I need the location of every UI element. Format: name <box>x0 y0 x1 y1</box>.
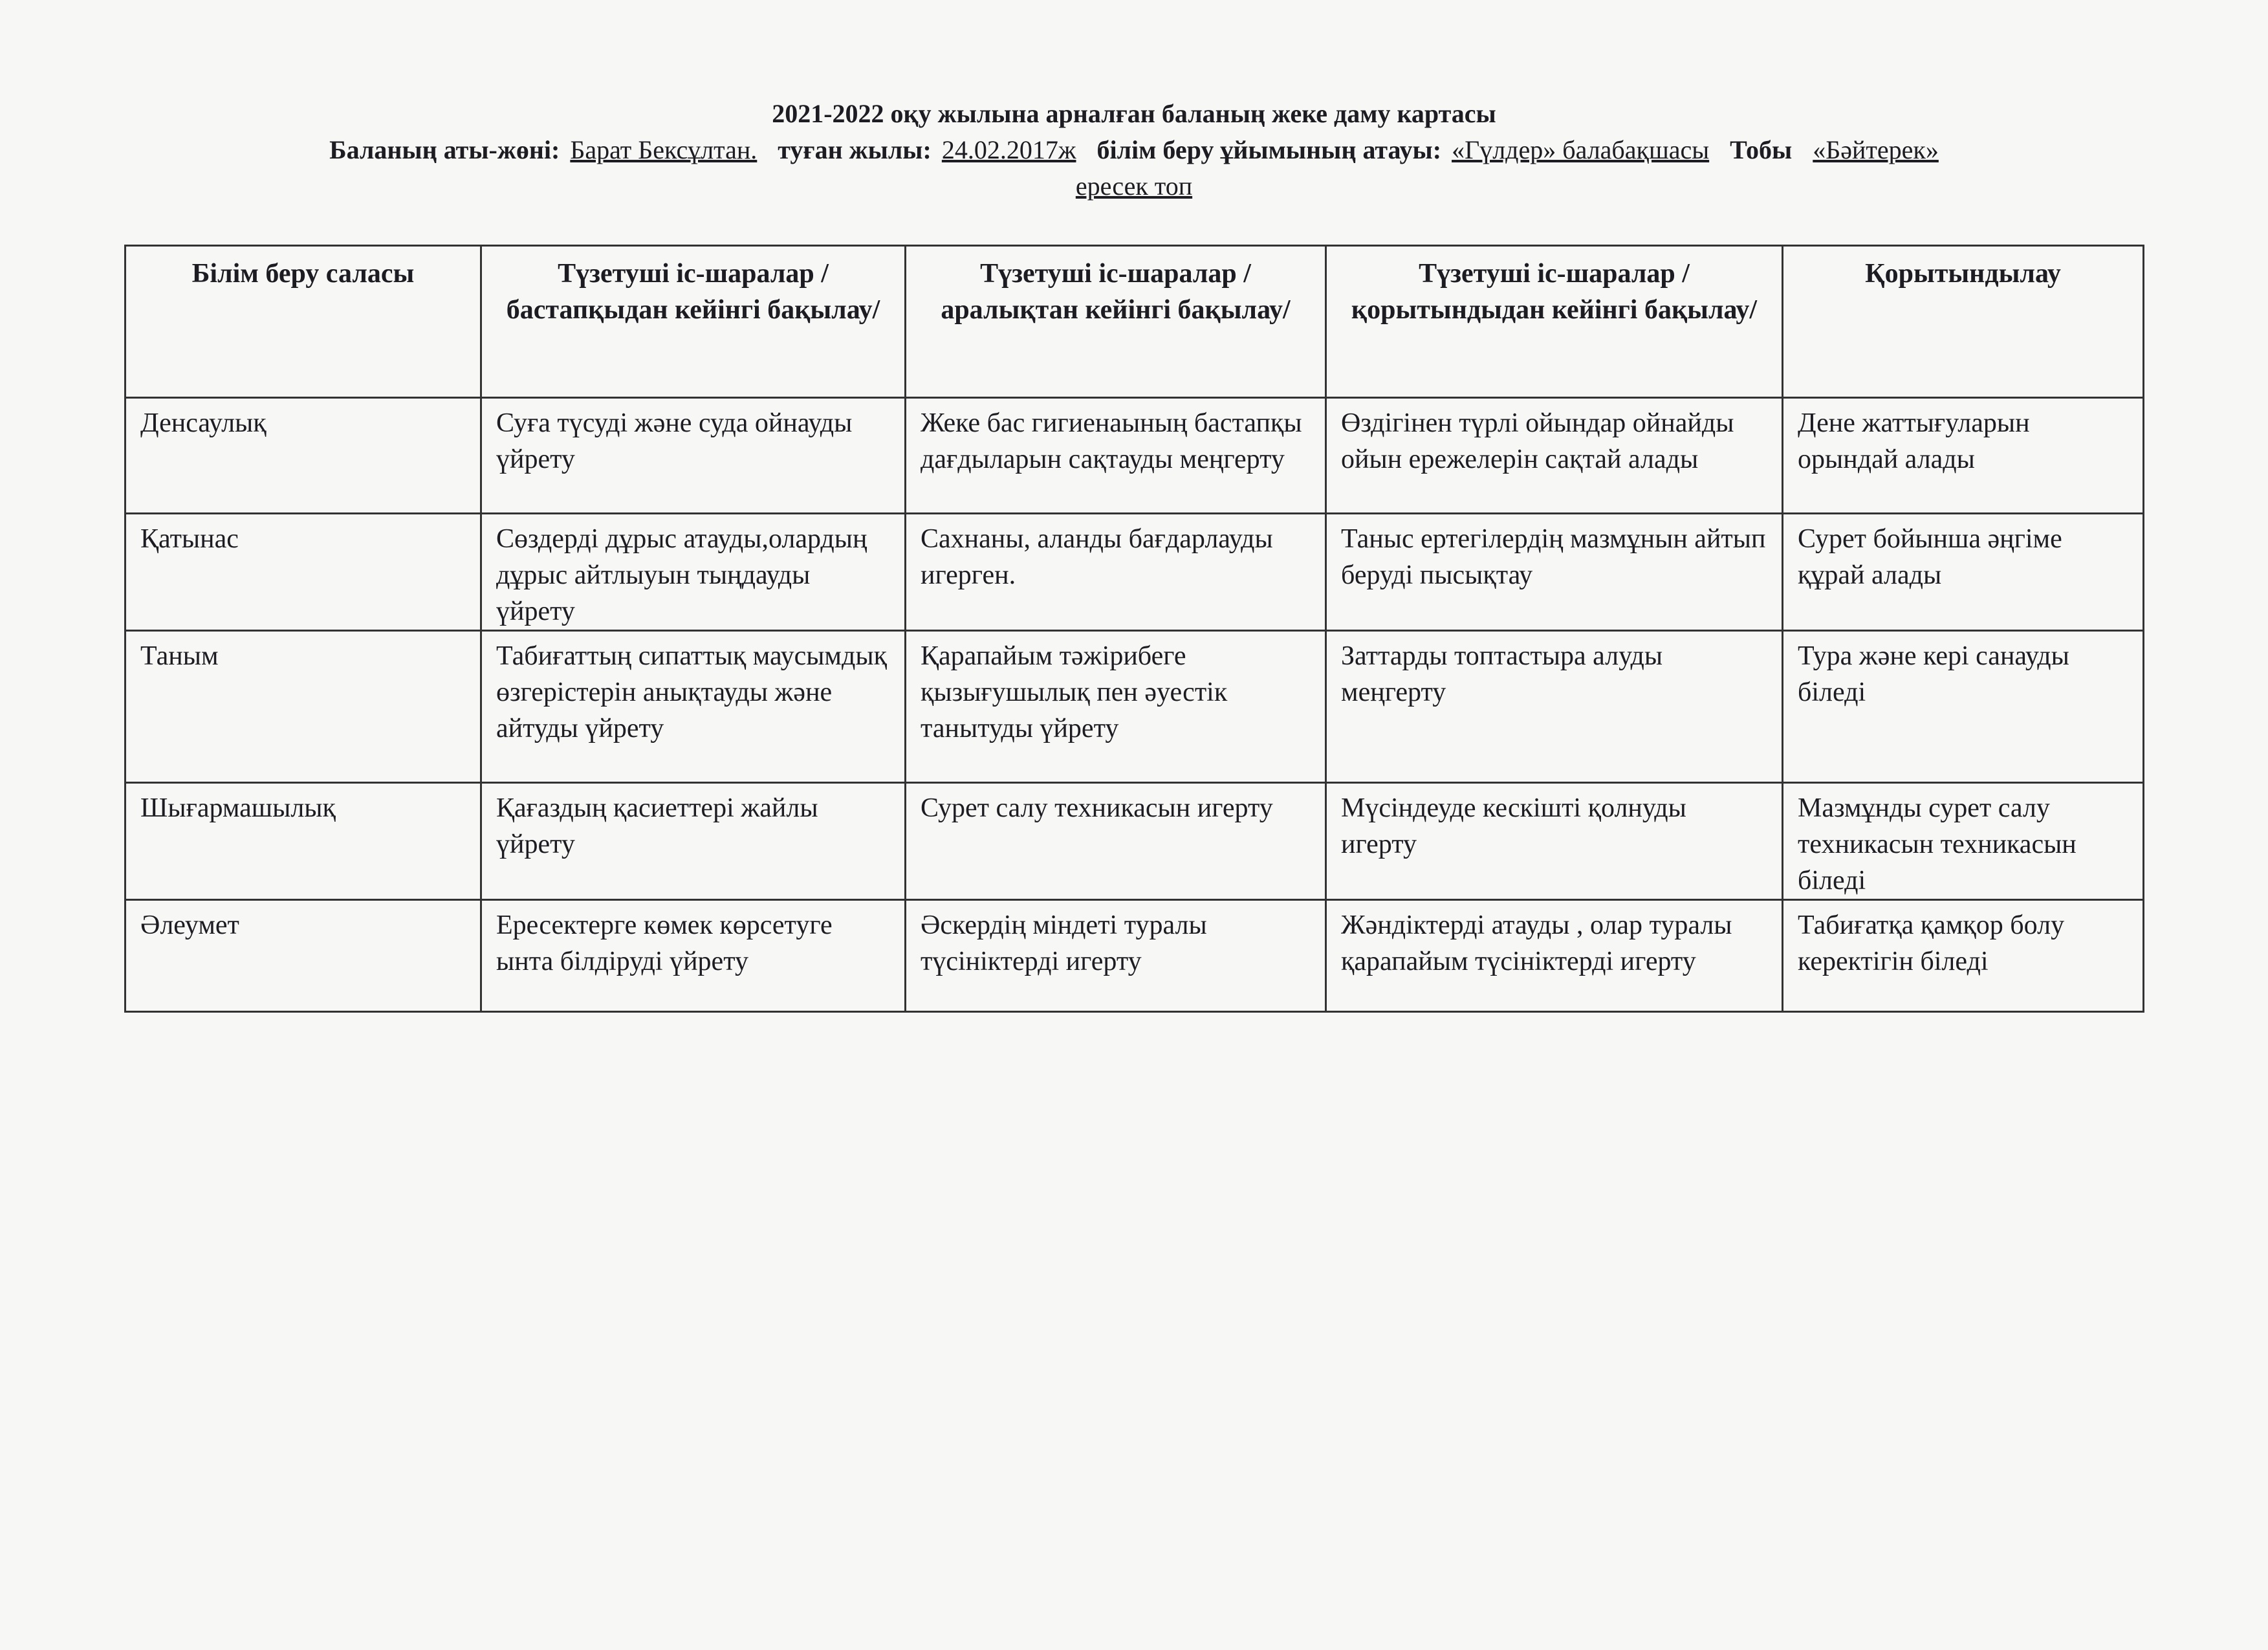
org-name: «Гүлдер» балабақшасы <box>1452 135 1710 164</box>
development-map-table <box>124 245 2144 1013</box>
cell-initial: Сөздерді дұрыс атауды,олардың дұрыс айтлыуын тыңдауды үйрету <box>481 514 906 631</box>
cell-summary: Тура және кері санауды біледі <box>1783 631 2144 783</box>
cell-summary: Сурет бойынша әңгіме құрай алады <box>1783 514 2144 631</box>
header-initial-measures: Түзетуші іс-шаралар /бастапқыдан кейінгі бақылау/ <box>481 246 906 398</box>
table-row <box>125 631 2144 783</box>
group-name: «Бәйтерек» <box>1813 135 1939 164</box>
cell-initial: Ересектерге көмек көрсетуге ынта білдіруді үйрету <box>481 900 906 1012</box>
group-info-continuation <box>123 168 2145 204</box>
child-name: Барат Бексұлтан. <box>570 135 758 164</box>
header-intermediate-measures: Түзетуші іс-шаралар / аралықтан кейінгі бақылау/ <box>906 246 1326 398</box>
child-info-line <box>123 132 2145 168</box>
table-row <box>125 514 2144 631</box>
group-name-continued: ересек топ <box>1075 171 1193 201</box>
cell-intermediate: Қарапайым тәжірибеге қызығушылық пен әуестік танытуды үйрету <box>906 631 1326 783</box>
cell-final: Мүсіндеуде кескішті қолнуды игерту <box>1326 783 1783 900</box>
cell-area: Шығармашылық <box>125 783 481 900</box>
cell-initial: Қағаздың қасиеттері жайлы үйрету <box>481 783 906 900</box>
cell-area: Әлеумет <box>125 900 481 1012</box>
document-header <box>123 96 2145 204</box>
cell-final: Таныс ертегілердің мазмұнын айтып беруді пысықтау <box>1326 514 1783 631</box>
cell-final: Жәндіктерді атауды , олар туралы қарапайым түсініктерді игерту <box>1326 900 1783 1012</box>
document-title: 2021-2022 оқу жылына арналған баланың жеке даму картасы <box>772 99 1496 128</box>
table-row <box>125 900 2144 1012</box>
cell-area: Қатынас <box>125 514 481 631</box>
cell-area: Денсаулық <box>125 398 481 514</box>
cell-summary: Мазмұнды сурет салу техникасын техникасын біледі <box>1783 783 2144 900</box>
cell-intermediate: Сурет салу техникасын игерту <box>906 783 1326 900</box>
cell-area: Таным <box>125 631 481 783</box>
cell-initial: Табиғаттың сипаттық маусымдық өзгерістерін анықтауды және айтуды үйрету <box>481 631 906 783</box>
header-summary: Қорытындылау <box>1783 246 2144 398</box>
org-label: білім беру ұйымының атауы: <box>1096 135 1442 164</box>
table-row <box>125 783 2144 900</box>
table-row <box>125 398 2144 514</box>
child-name-label: Баланың аты-жөні: <box>329 135 560 164</box>
cell-final: Өздігінен түрлі ойындар ойнайды ойын ережелерін сақтай алады <box>1326 398 1783 514</box>
cell-intermediate: Сахнаны, аланды бағдарлауды игерген. <box>906 514 1326 631</box>
cell-final: Заттарды топтастыра алуды меңгерту <box>1326 631 1783 783</box>
cell-summary: Дене жаттығуларын орындай алады <box>1783 398 2144 514</box>
birth-date: 24.02.2017ж <box>941 135 1076 164</box>
header-education-area: Білім беру саласы <box>125 246 481 398</box>
header-final-measures: Түзетуші іс-шаралар / қорытындыдан кейінгі бақылау/ <box>1326 246 1783 398</box>
group-label: Тобы <box>1730 135 1793 164</box>
birth-year-label: туған жылы: <box>778 135 932 164</box>
cell-intermediate: Жеке бас гигиенаының бастапқы дағдыларын сақтауды меңгерту <box>906 398 1326 514</box>
cell-initial: Суға түсуді және суда ойнауды үйрету <box>481 398 906 514</box>
cell-summary: Табиғатқа қамқор болу керектігін біледі <box>1783 900 2144 1012</box>
cell-intermediate: Әскердің міндеті туралы түсініктерді игерту <box>906 900 1326 1012</box>
table-header-row <box>125 246 2144 398</box>
